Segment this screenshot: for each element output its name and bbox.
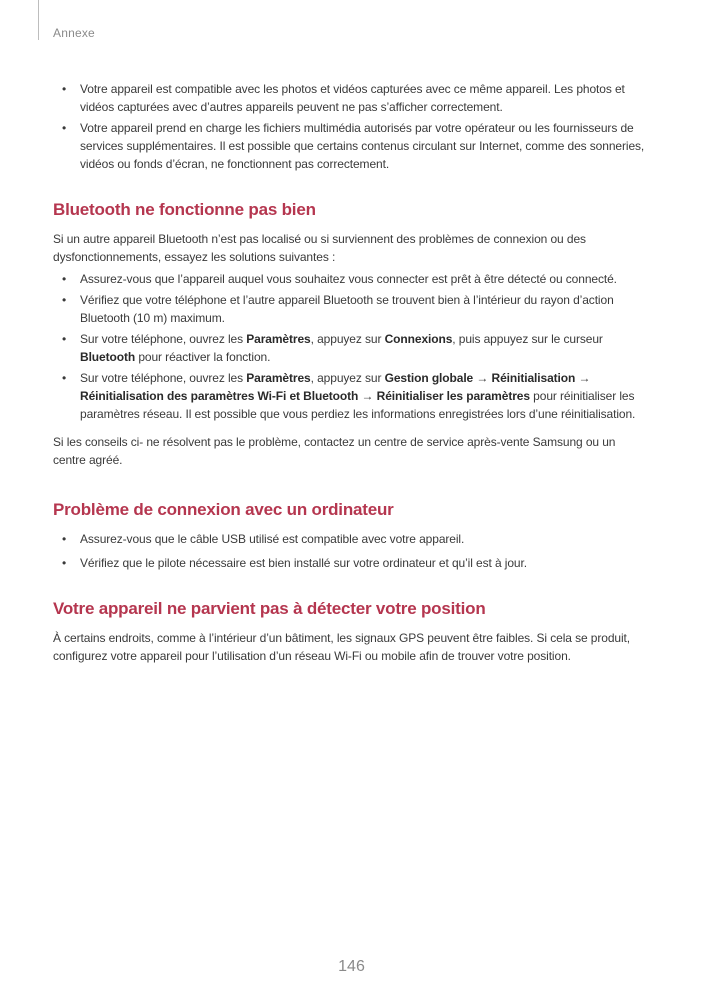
connections-label: Connexions bbox=[384, 332, 453, 346]
arrow-right-icon: → bbox=[473, 371, 492, 385]
reset-label: Réinitialisation bbox=[491, 371, 576, 385]
general-management-label: Gestion globale bbox=[384, 371, 474, 385]
arrow-right-icon: → bbox=[358, 389, 377, 403]
intro-bullet-list bbox=[53, 80, 648, 173]
list-item: • Votre appareil est compatible avec les photos et vidéos capturées avec ce même appareil. Les photos et vidéos capturées avec d’autres appareils peuvent ne pas s’afficher correctement. bbox=[53, 80, 648, 116]
bluetooth-label: Bluetooth bbox=[80, 350, 136, 364]
bluetooth-outro: Si les conseils ci- ne résolvent pas le problème, contactez un centre de service après-vente Samsung ou un centre agréé. bbox=[53, 435, 616, 467]
settings-label: Paramètres bbox=[246, 371, 311, 385]
bluetooth-section-title: Bluetooth ne fonctionne pas bien bbox=[53, 200, 316, 219]
list-item: • Assurez-vous que l’appareil auquel vous souhaitez vous connecter est prêt à être détecté ou connecté. bbox=[53, 270, 648, 288]
bluetooth-bullet-list bbox=[53, 270, 648, 423]
header-divider bbox=[38, 0, 39, 40]
list-item: • Votre appareil prend en charge les fichiers multimédia autorisés par votre opérateur ou les fournisseurs de services supplémentaires. Il est possible que certains contenus circulant sur Internet, comme des sonneries, vidéos ou fonds d’écran, ne fonctionnent pas correctement. bbox=[53, 119, 648, 173]
page-number: 146 bbox=[338, 958, 365, 975]
position-section-title: Votre appareil ne parvient pas à détecter votre position bbox=[53, 599, 486, 618]
position-text: À certains endroits, comme à l’intérieur d’un bâtiment, les signaux GPS peuvent être faibles. Si cela se produit, configurez votre appareil pour l’utilisation d’un réseau Wi-Fi ou mobile afin de trouver votre position. bbox=[53, 631, 630, 663]
section-header: Annexe bbox=[53, 26, 95, 40]
computer-bullet-list bbox=[53, 530, 648, 572]
page-content bbox=[53, 80, 648, 679]
list-item: • Sur votre téléphone, ouvrez les Paramètres, appuyez sur Connexions, puis appuyez sur le curseur Bluetooth pour réactiver la fonction. bbox=[53, 330, 648, 366]
list-item: • Vérifiez que votre téléphone et l’autre appareil Bluetooth se trouvent bien à l’intérieur du rayon d’action Bluetooth (10 m) maximum. bbox=[53, 291, 648, 327]
list-item: • Sur votre téléphone, ouvrez les Paramètres, appuyez sur Gestion globale → Réinitialisation → Réinitialisation des paramètres Wi-Fi et Bluetooth → Réinitialiser les paramètres pour réinitialiser les paramètres réseau. Il est possible que vous perdiez les informations enregistrées lors d’une réinitialisation. bbox=[53, 369, 648, 423]
bluetooth-intro: Si un autre appareil Bluetooth n’est pas localisé ou si surviennent des problèmes de connexion ou des dysfonctionnements, essayez les solutions suivantes : bbox=[53, 232, 586, 264]
reset-network-settings-label: Réinitialisation des paramètres Wi-Fi et Bluetooth bbox=[80, 389, 359, 403]
arrow-right-icon: → bbox=[575, 371, 591, 385]
reset-settings-label: Réinitialiser les paramètres bbox=[376, 389, 530, 403]
settings-label: Paramètres bbox=[246, 332, 311, 346]
computer-section-title: Problème de connexion avec un ordinateur bbox=[53, 500, 394, 519]
list-item: • Assurez-vous que le câble USB utilisé est compatible avec votre appareil. bbox=[53, 530, 648, 548]
list-item: • Vérifiez que le pilote nécessaire est bien installé sur votre ordinateur et qu’il est à jour. bbox=[53, 554, 648, 572]
